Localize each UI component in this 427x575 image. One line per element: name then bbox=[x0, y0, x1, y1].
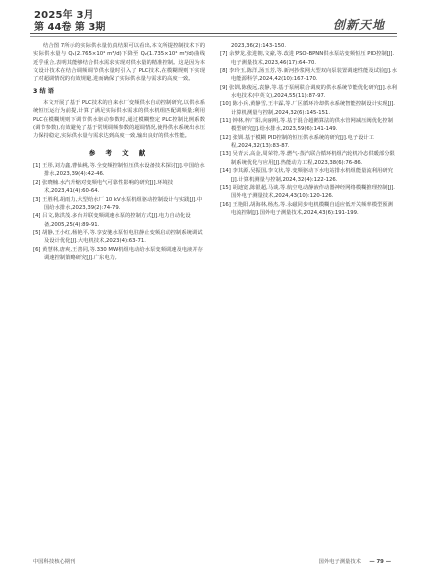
page-number: — 79 — bbox=[369, 559, 391, 565]
reference-item: [11] 钟林,梓广阳,向丽明,等.基于混合超鹅算法的供水管网减压阀优化控制模型研究[J].给水排水,2023,59(6):141-149. bbox=[220, 118, 393, 133]
reference-item: [8] 李玲玉,陈洋,汤玉芳,等.新河抄浆网大型双向泵装置调速性能及试验[J].水电能源科学,2024,42(10):167-170. bbox=[220, 68, 397, 83]
volume-issue: 第 44卷 第 3期 bbox=[34, 22, 106, 33]
reference-item: [12] 张钏.基于模糊 PID控制的恒压供水系统的研究[J].电子设计工程,2024,32(13):83-87. bbox=[220, 134, 374, 150]
column-name: 创新天地 bbox=[332, 18, 385, 32]
reference-item: [5] 胡静,王小红,杨艳平,等.享安驰水泵恒电驻静止变频启动控制系统调试及设计优化[J].大电机技术,2023(4):63-71. bbox=[33, 229, 203, 245]
footer-journal-tag: 中国科技核心期刊 bbox=[33, 559, 76, 565]
reference-item: [9] 张钏,陈俊远,袁静,等.基于泵闸联合调度的供水系统节能优化研究[J].水利水电技术(中英文),2024,55(11):87-97. bbox=[220, 84, 397, 100]
reference-item: [13] 吴青云,高金,周荣符,等.燃气-蒸汽联合循环机组汽轮机冷态供暖部分限制系统优化与应用[J].热能动力工程,2023,38(6):76-86. bbox=[220, 151, 395, 166]
reference-item: [7] 余梦龙,张进朝,文豪,等.改进 PSO-BPNN供水泵站变频恒压 PID控制[J].电子测量技术,2023,46(17):64-70. bbox=[220, 51, 395, 66]
conclusion-paragraph: 本文开展了基于 PLC技术的自来水厂变频供水自动控制研究,以供水系统恒压运行为前提,计算了满足实际供水需求的供水机组匹配调频量;利用 PLC在模糊规则下调节供水驱动参数时,通过模糊整定 PLC控制比例系数(调节参数),有效避免了基于常规调频参数的超调情况,使得供水系统出水压力保持稳定,实际供水量与需求达到高度一致,输出良好的供水性能。 bbox=[33, 100, 205, 140]
reference-item: [1] 王彤,刘力鑫,曹仙桃,等.全变频控制恒压供水设备技术探讨[J].中国给水排水,2023,39(4):42-46. bbox=[33, 163, 205, 178]
footer-journal-name: 国外电子测量技术 bbox=[318, 559, 361, 565]
reference-continuation: 2023,36(2):143-150. bbox=[231, 43, 287, 49]
body-paragraph: 结合图 7所示的实际供水量仿真结果可以看出,本文所提控制技术下的实际供水量与 Q₁(2.765×10⁴ m³/d)下降至 Q₂(1.735×10⁴ m³/d)曲线近乎重合,表明其能够结合供水需求实现对供水量的精准控制。这是因为本文设计技术在结合调频调节供水量时引入了 PLC技术,在模糊规则下实现了对超调情况的有效规避,进而确保了实际供水量与需求的高度一致。 bbox=[33, 43, 205, 83]
reference-item: [15] 胡迪宽,陈银超,马谈,等.航空电动静液作动器神经网络模糊推理控制[J].国外电子测量技术,2024,43(10):120-126. bbox=[220, 184, 395, 200]
reference-item: [3] 王胜利,胡雨力,大型给水厂 10 kV水泵机组驱动控制设计与实践[J].中国给水排水,2023,39(2):74-79. bbox=[33, 196, 203, 211]
reference-item: [2] 张晓楠.水汽升缩对变频电气可靠性影响的研究[J].环境技术,2023,41(4):60-64. bbox=[33, 179, 174, 195]
reference-item: [16] 王艳阳,胡海林,杨杰,等.永磁同步电机模糊自适应低开关频率模型预测电流控制[J].国外电子测量技术,2024,43(6):191-199. bbox=[220, 201, 393, 216]
references-title: 参 考 文 献 bbox=[88, 148, 150, 157]
page-header bbox=[0, 0, 427, 40]
issue-date: 2025年 3月 bbox=[34, 10, 94, 21]
footer-right bbox=[319, 557, 391, 565]
section-title: 3 结 语 bbox=[33, 87, 54, 95]
reference-item: [10] 陈小兵,黄静雪,王丰霖,等.厂区循环冷却供水系统智能控制设计实现[J].计算机测量与控制,2024,32(6):145-151. bbox=[220, 101, 395, 116]
reference-item: [14] 李其源,吴振国,李文状,等.变频驱动下水电站排水机组能量流利用研究[J].计算机测量与控制,2024,32(4):122-126. bbox=[220, 168, 393, 183]
header-rule bbox=[30, 33, 397, 34]
right-column bbox=[220, 42, 398, 217]
page-footer bbox=[30, 555, 397, 567]
header-rule-thin bbox=[30, 36, 397, 37]
left-column bbox=[33, 42, 205, 262]
reference-item: [6] 黄慧林,唐爽,王善同,等.330 MW机组电动给水泵变频调速及电液并存调速控制策略研究[J].广东电力, bbox=[33, 246, 203, 261]
reference-item: [4] 吕文,陈洪茂.多台并联变频调速水泵的控制方式[J].电力自动化设备,2005,25(4):89-91. bbox=[33, 213, 191, 228]
